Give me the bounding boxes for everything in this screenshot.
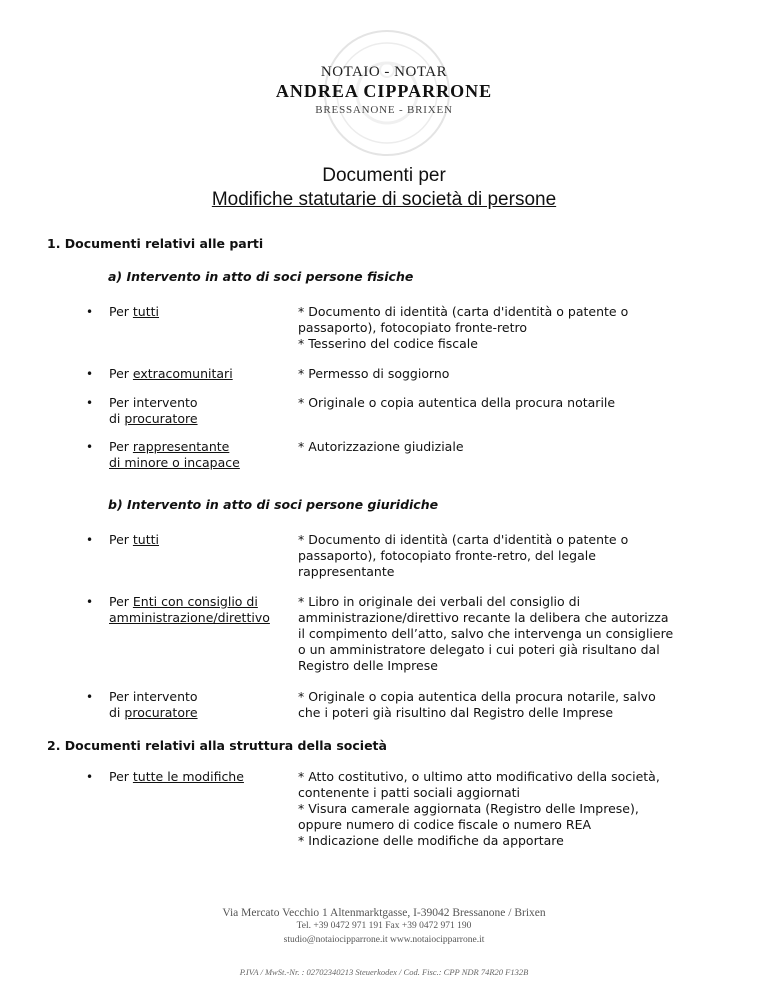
document-title: Documenti per bbox=[322, 165, 446, 186]
item-label: Per rappresentante di minore o incapace bbox=[109, 439, 240, 470]
bullet: • bbox=[86, 305, 94, 319]
bullet: • bbox=[86, 770, 94, 784]
bullet: • bbox=[86, 690, 94, 704]
item-label: Per intervento di procuratore bbox=[109, 689, 198, 720]
document-subtitle: Modifiche statutarie di società di persone bbox=[211, 189, 557, 210]
bullet: • bbox=[86, 396, 94, 410]
item-description: * Libro in originale dei verbali del consiglio di amministrazione/direttivo recante la delibera che autorizza il compimento dell’atto, salvo che intervenga un consigliere o un amministratore delegato i cui poteri già risultano dal Registro delle Imprese bbox=[298, 594, 674, 673]
bullet: • bbox=[86, 533, 94, 547]
item-label: Per Enti con consiglio di amministrazione/direttivo bbox=[109, 594, 270, 625]
item-description: * Originale o copia autentica della procura notarile bbox=[298, 395, 616, 410]
item-description: * Documento di identità (carta d'identità o patente o passaporto), fotocopiato fronte-retro, del legale rappresentante bbox=[298, 532, 629, 579]
item-description: * Autorizzazione giudiziale bbox=[298, 439, 464, 454]
subsection-heading: b) Intervento in atto di soci persone giuridiche bbox=[108, 497, 439, 512]
item-description: * Atto costitutivo, o ultimo atto modificativo della società, contenente i patti sociali aggiornati * Visura camerale aggiornata (Registro delle Imprese), oppure numero di codice fiscale o numero REA * Indicazione delle modifiche da apportare bbox=[298, 769, 660, 848]
bullet: • bbox=[86, 595, 94, 609]
item-label: Per tutti bbox=[109, 304, 160, 319]
section-heading: 2. Documenti relativi alla struttura della società bbox=[47, 738, 387, 753]
letterhead-title: NOTAIO - NOTAR bbox=[320, 64, 448, 80]
letterhead-city: BRESSANONE - BRIXEN bbox=[315, 104, 453, 116]
footer-contact[interactable]: studio@notaiocipparrone.it www.notaiocipparrone.it bbox=[283, 935, 485, 945]
footer-phone: Tel. +39 0472 971 191 Fax +39 0472 971 190 bbox=[296, 921, 472, 931]
item-description: * Documento di identità (carta d'identità o patente o passaporto), fotocopiato fronte-retro * Tesserino del codice fiscale bbox=[298, 304, 629, 351]
item-description: * Originale o copia autentica della procura notarile, salvo che i poteri già risultino dal Registro delle Imprese bbox=[298, 689, 656, 720]
item-label: Per extracomunitari bbox=[109, 366, 233, 381]
bullet: • bbox=[86, 440, 94, 454]
item-label: Per intervento di procuratore bbox=[109, 395, 198, 426]
section-heading: 1. Documenti relativi alle parti bbox=[47, 236, 264, 251]
footer-address: Via Mercato Vecchio 1 Altenmarktgasse, I-39042 Bressanone / Brixen bbox=[222, 907, 546, 919]
item-label: Per tutti bbox=[109, 532, 160, 547]
subsection-heading: a) Intervento in atto di soci persone fisiche bbox=[108, 269, 414, 284]
footer-tax-info: P.IVA / MwSt.-Nr. : 02702340213 Steuerkodex / Cod. Fisc.: CPP NDR 74R20 F132B bbox=[239, 967, 529, 977]
bullet: • bbox=[86, 367, 94, 381]
item-label: Per tutte le modifiche bbox=[109, 769, 244, 784]
item-description: * Permesso di soggiorno bbox=[298, 366, 450, 381]
letterhead-name: ANDREA CIPPARRONE bbox=[275, 81, 493, 101]
